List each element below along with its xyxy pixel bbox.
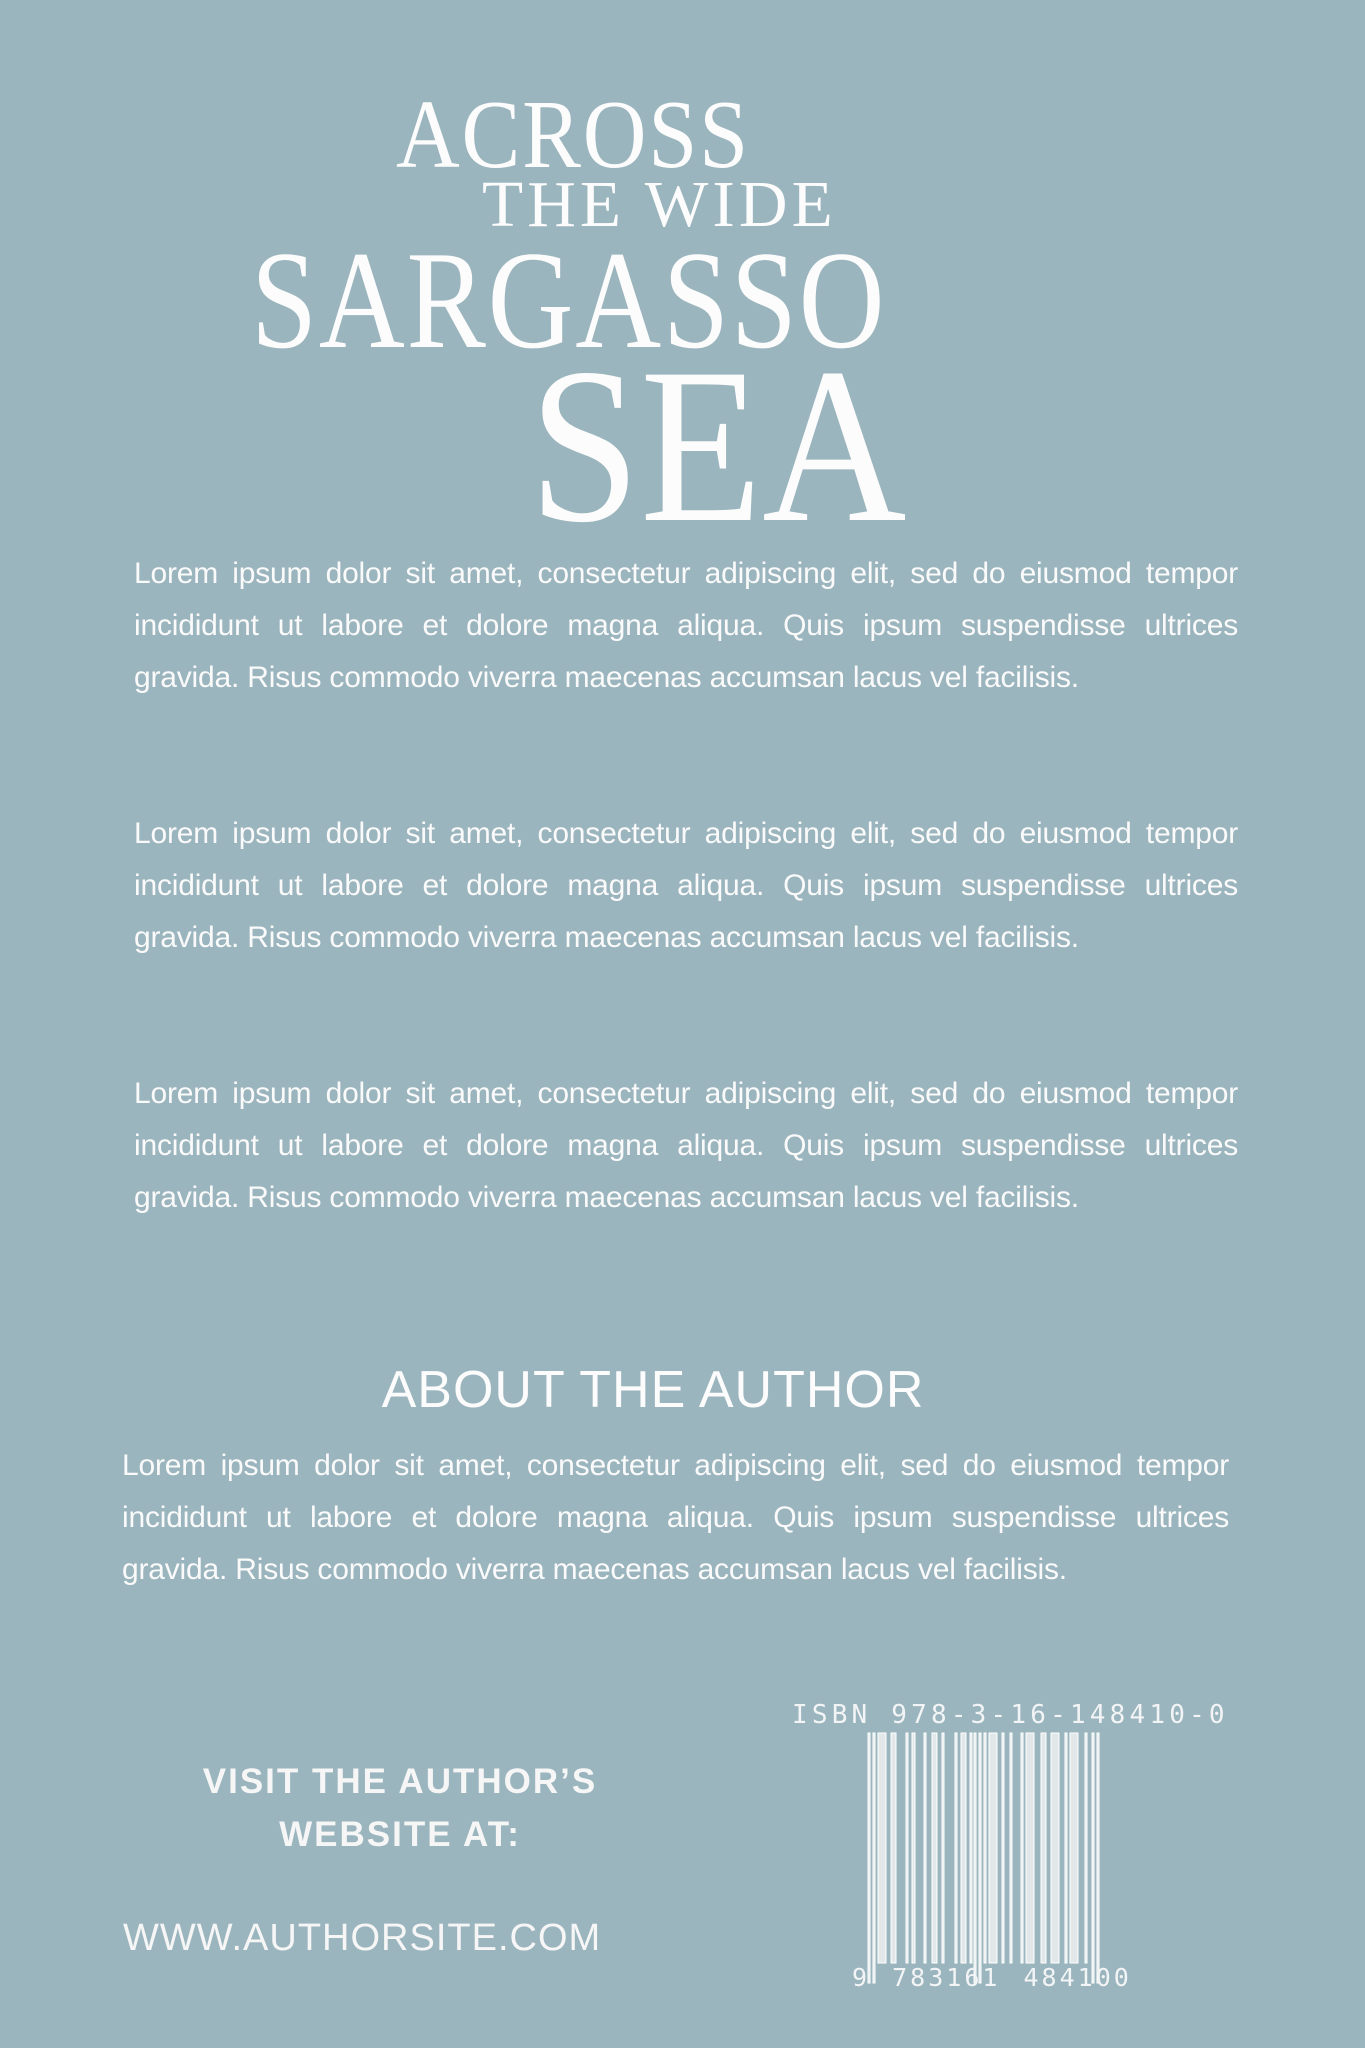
visit-website-label bbox=[160, 1755, 640, 1861]
barcode-bars-icon bbox=[860, 1730, 1160, 1995]
blurb-paragraph-2: Lorem ipsum dolor sit amet, consectetur adipiscing elit, sed do eiusmod tempor incididunt ut labore et dolore magna aliqua. Quis ipsum suspendisse ultrices gravida. Risus commodo viverra maecenas accumsan lacus vel facilisis. bbox=[134, 817, 1238, 954]
about-author-body: Lorem ipsum dolor sit amet, consectetur adipiscing elit, sed do eiusmod tempor incididunt ut labore et dolore magna aliqua. Quis ipsum suspendisse ultrices gravida. Risus commodo viverra maecenas accumsan lacus vel facilisis. bbox=[122, 1449, 1229, 1586]
barcode-digits bbox=[852, 1963, 1132, 1992]
visit-website-line-2: WEBSITE AT: bbox=[279, 1815, 521, 1854]
about-author-heading: ABOUT THE AUTHOR bbox=[381, 1361, 925, 1419]
barcode-digit-group-2: 484100 bbox=[1023, 1963, 1132, 1992]
author-website-link[interactable]: WWW.AUTHORSITE.COM bbox=[123, 1917, 602, 1959]
isbn-label: ISBN 978-3-16-148410-0 bbox=[792, 1700, 1229, 1730]
isbn-barcode bbox=[852, 1730, 1160, 1995]
barcode-digit-first: 9 bbox=[852, 1963, 868, 1992]
title-line-sargasso: SARGASSO bbox=[251, 223, 887, 378]
title-line-the-wide: THE WIDE bbox=[482, 168, 837, 241]
blurb-paragraph-1: Lorem ipsum dolor sit amet, consectetur adipiscing elit, sed do eiusmod tempor incididunt ut labore et dolore magna aliqua. Quis ipsum suspendisse ultrices gravida. Risus commodo viverra maecenas accumsan lacus vel facilisis. bbox=[134, 557, 1238, 694]
blurb-paragraph-3: Lorem ipsum dolor sit amet, consectetur adipiscing elit, sed do eiusmod tempor incididunt ut labore et dolore magna aliqua. Quis ipsum suspendisse ultrices gravida. Risus commodo viverra maecenas accumsan lacus vel facilisis. bbox=[134, 1077, 1238, 1214]
visit-website-line-1: VISIT THE AUTHOR’S bbox=[202, 1762, 598, 1801]
title-line-sea: SEA bbox=[529, 323, 907, 569]
barcode-digit-group-1: 783161 bbox=[892, 1963, 1001, 1992]
title-line-across: ACROSS bbox=[396, 81, 750, 189]
